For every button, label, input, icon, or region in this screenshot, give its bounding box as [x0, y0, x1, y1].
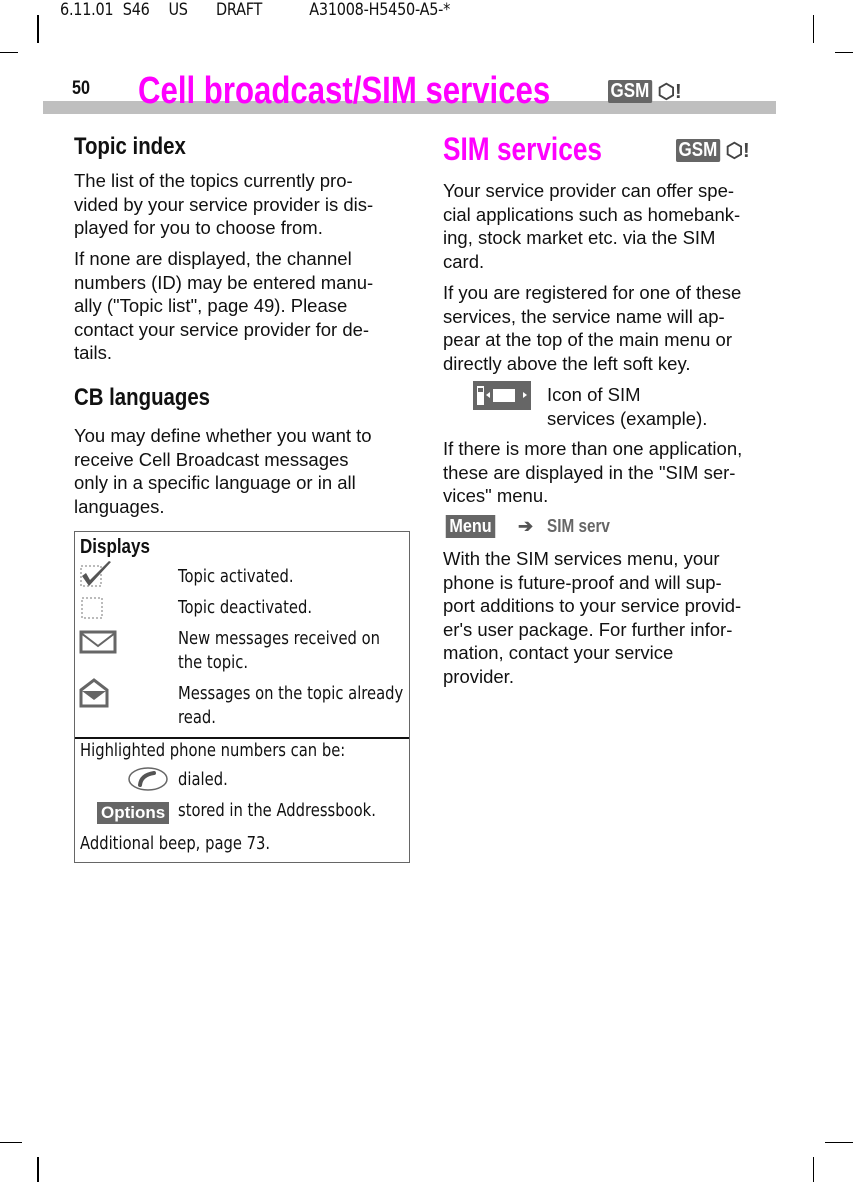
network-exclamation-icon: ⬡! — [657, 81, 682, 103]
text-line: directly above the left soft key. — [443, 352, 691, 374]
crop-mark — [825, 1142, 853, 1143]
text-line: mation, contact your service — [443, 642, 674, 664]
empty-box-icon — [80, 596, 104, 620]
item-text: Topic deactivated. — [178, 597, 313, 618]
paragraph — [74, 169, 373, 240]
text-line: If you are registered for one of these — [443, 282, 742, 303]
options-text: stored in the Addressbook. — [178, 800, 376, 821]
page-number: 50 — [72, 78, 90, 99]
text-line: these are displayed in the "SIM ser- — [443, 461, 736, 483]
draft-header: 6.11.01 S46 US DRAFT A31008-H5450-A5-* — [60, 0, 451, 20]
crop-mark — [37, 15, 39, 43]
highlight-title: Highlighted phone numbers can be: — [80, 740, 346, 761]
paragraph — [443, 281, 741, 375]
item-text: New messages received on — [178, 628, 380, 649]
item-text: Messages on the topic already — [178, 683, 404, 704]
check-icon — [79, 560, 115, 590]
sim-services-heading: SIM services — [443, 131, 603, 167]
icon-caption — [547, 383, 707, 430]
text-line: services, the service name will ap- — [443, 305, 725, 327]
text-line: ally ("Topic list", page 49). Please — [74, 295, 348, 317]
text-line: If none are displayed, the channel — [74, 248, 352, 269]
beep-text: Additional beep, page 73. — [80, 833, 271, 854]
paragraph — [74, 247, 373, 365]
crop-mark — [813, 15, 814, 43]
crop-mark — [813, 1157, 814, 1182]
displays-title: Displays — [80, 536, 150, 558]
menu-softkey: Menu — [446, 515, 496, 538]
text-line: Icon of SIM — [547, 384, 641, 405]
text-line: Your service provider can offer spe- — [443, 180, 735, 201]
crop-mark — [0, 1142, 22, 1143]
options-softkey: Options — [97, 802, 169, 824]
menu-target: SIM serv — [547, 516, 611, 536]
call-key-icon — [127, 766, 169, 792]
text-line: tails. — [74, 342, 113, 364]
text-line: services (example). — [547, 407, 708, 429]
text-line: numbers (ID) may be entered manu- — [74, 271, 374, 293]
crop-mark — [835, 52, 853, 53]
chapter-title: Cell broadcast/SIM services — [138, 70, 551, 112]
text-line: If there is more than one application, — [443, 438, 743, 459]
paragraph — [443, 179, 740, 273]
text-line: phone is future-proof and will sup- — [443, 571, 722, 593]
text-line: languages. — [74, 495, 165, 517]
paragraph — [443, 437, 742, 508]
crop-mark — [0, 52, 18, 53]
text-line: played for you to choose from. — [74, 217, 323, 239]
item-text: read. — [178, 707, 216, 728]
item-text: the topic. — [178, 652, 249, 673]
item-text: Topic activated. — [178, 566, 294, 587]
arrow-icon: ➔ — [518, 516, 534, 536]
open-envelope-icon — [79, 678, 111, 710]
envelope-icon — [79, 630, 117, 656]
text-line: cial applications such as homebank- — [443, 203, 741, 225]
text-line: contact your service provider for de- — [74, 318, 370, 340]
cb-languages-heading: CB languages — [74, 384, 211, 411]
network-exclamation-icon: ⬡! — [725, 140, 750, 162]
topic-index-heading: Topic index — [74, 133, 186, 160]
text-line: The list of the topics currently pro- — [74, 170, 353, 191]
text-line: vices" menu. — [443, 485, 549, 507]
paragraph — [74, 424, 372, 518]
gsm-badge: GSM — [676, 139, 720, 162]
text-line: pear at the top of the main menu or — [443, 329, 732, 351]
text-line: er's user package. For further infor- — [443, 618, 733, 640]
text-line: ing, stock market etc. via the SIM — [443, 227, 716, 249]
text-line: With the SIM services menu, your — [443, 548, 720, 569]
crop-mark — [37, 1157, 39, 1182]
text-line: vided by your service provider is dis- — [74, 193, 374, 215]
dial-text: dialed. — [178, 769, 228, 790]
text-line: You may define whether you want to — [74, 425, 372, 446]
text-line: card. — [443, 250, 485, 272]
text-line: only in a specific language or in all — [74, 472, 356, 494]
sim-services-icon — [473, 381, 531, 410]
paragraph — [443, 547, 741, 689]
text-line: provider. — [443, 665, 514, 687]
divider — [75, 737, 409, 739]
text-line: receive Cell Broadcast messages — [74, 448, 349, 470]
displays-box — [74, 531, 410, 863]
gsm-badge: GSM — [608, 80, 652, 103]
text-line: port additions to your service provid- — [443, 595, 742, 617]
